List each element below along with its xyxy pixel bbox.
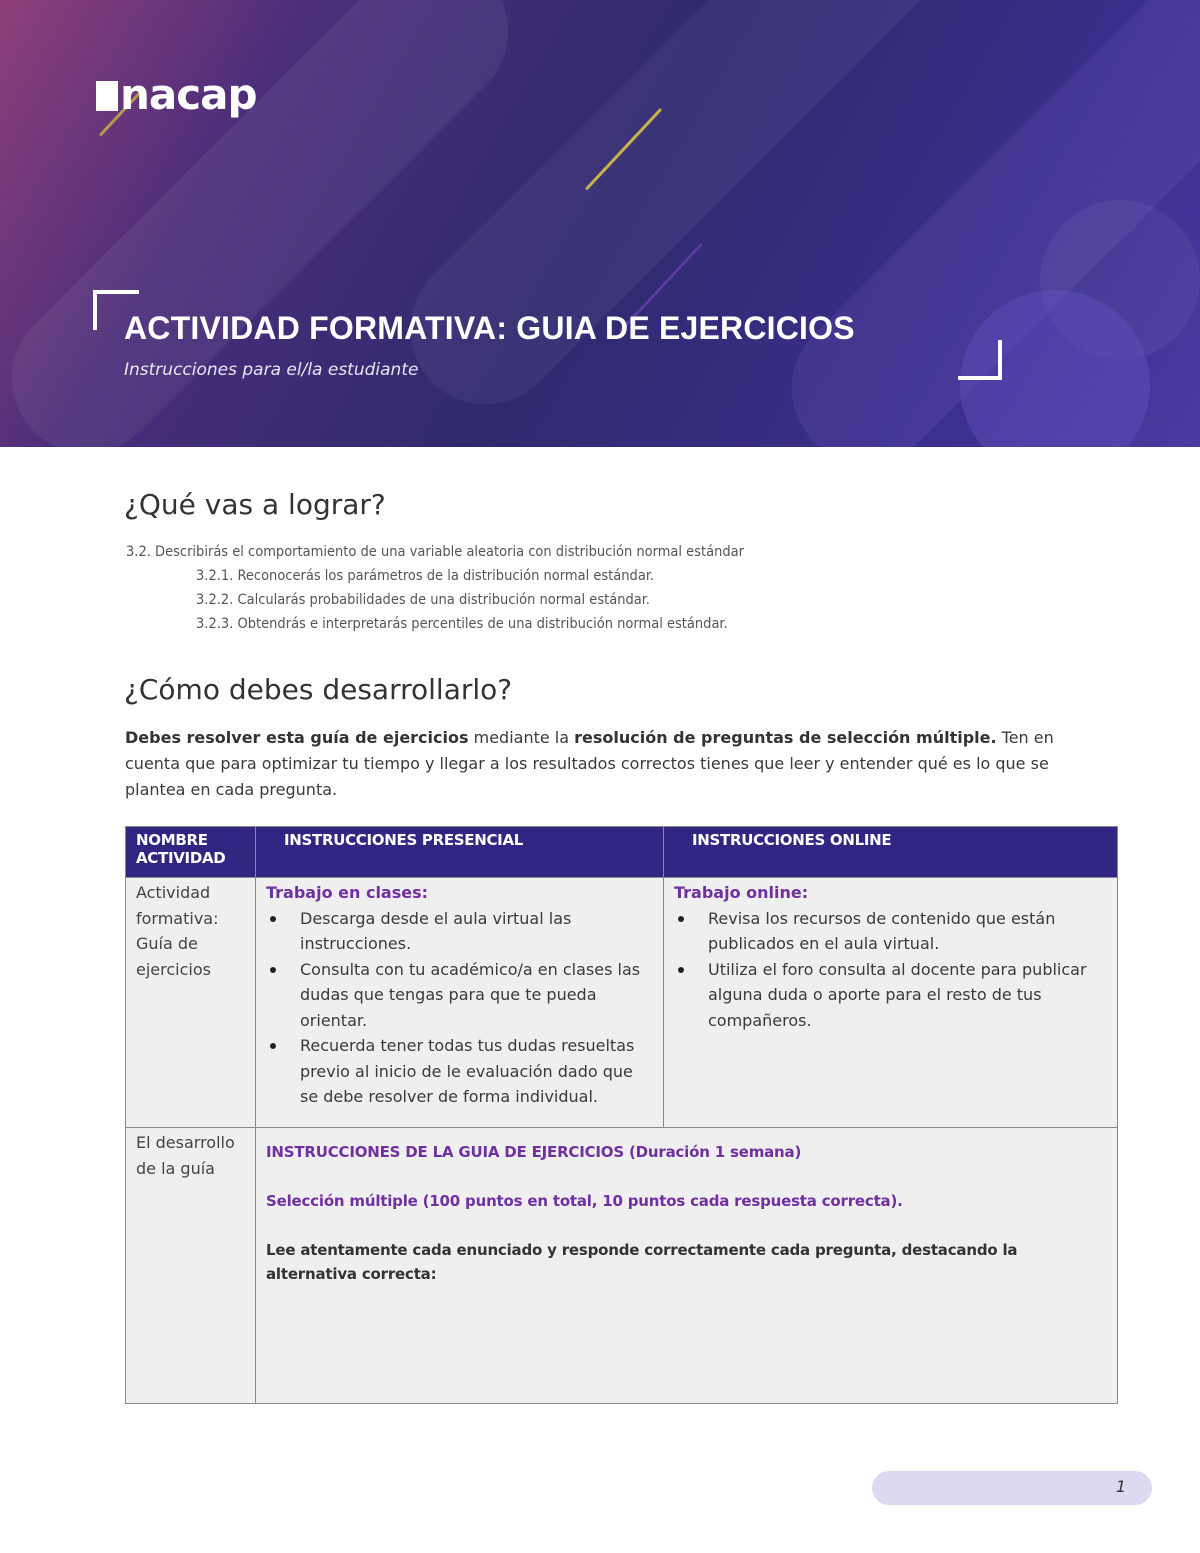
how-text-2: Ten en cuenta que para optimizar tu tiempo y llegar a los resultados correctos tienes que leer y entender qué es lo que se plantea en cada pregunta. [125,728,1054,799]
online-list [674,906,1107,1034]
header-online: INSTRUCCIONES ONLINE [664,827,1118,878]
bullet-icon [678,916,684,922]
how-heading: ¿Cómo debes desarrollarlo? [124,673,513,706]
bullet-icon [270,1043,276,1049]
spacer [266,1213,1107,1238]
table-header-row [126,827,1118,878]
list-item-text: Descarga desde el aula virtual las instrucciones. [300,908,572,953]
page-number-badge [872,1471,1152,1505]
list-item [300,906,653,957]
goal-item: 3.2.3. Obtendrás e interpretarás percentiles de una distribución normal estándar. [196,616,728,632]
presencial-cell [256,878,664,1128]
list-item [300,957,653,1034]
presencial-title: Trabajo en clases: [266,883,429,902]
development-block [266,1140,1107,1286]
bullet-icon [270,916,276,922]
goals-list [126,540,744,636]
goals-heading: ¿Qué vas a lograr? [124,488,386,521]
guide-instructions-text: Lee atentamente cada enunciado y responde correctamente cada pregunta, destacando la alternativa correcta: [266,1241,1018,1283]
inacap-logo [96,70,257,119]
table-row [126,878,1118,1128]
bullet-icon [270,967,276,973]
development-cell [256,1128,1118,1404]
development-name-cell: El desarrollo de la guía [126,1128,256,1404]
spacer [266,1164,1107,1189]
online-cell [664,878,1118,1128]
list-item [300,1033,653,1110]
header-activity-name: NOMBRE ACTIVIDAD [126,827,256,878]
logo-text: nacap [120,70,257,119]
list-item-text: Utiliza el foro consulta al docente para publicar alguna duda o aporte para el resto de tus compañeros. [708,959,1087,1030]
online-title: Trabajo online: [674,883,809,902]
header-banner [0,0,1200,447]
page-number: 1 [1115,1477,1126,1496]
goal-main: 3.2. Describirás el comportamiento de una variable aleatoria con distribución normal estándar [126,544,745,560]
list-item [708,906,1107,957]
how-text-1: mediante la [468,728,575,747]
how-bold-2: resolución de preguntas de selección múltiple. [574,728,997,747]
bullet-icon [678,967,684,973]
goal-item: 3.2.1. Reconocerás los parámetros de la distribución normal estándar. [196,568,655,584]
list-item [708,957,1107,1034]
instructions-table [125,826,1118,1404]
how-paragraph [125,725,1085,803]
how-bold-1: Debes resolver esta guía de ejercicios [125,728,469,747]
list-item-text: Revisa los recursos de contenido que están publicados en el aula virtual. [708,908,1056,953]
list-item-text: Consulta con tu académico/a en clases las dudas que tengas para que te pueda orientar. [300,959,641,1030]
multiple-choice-note: Selección múltiple (100 puntos en total, 10 puntos cada respuesta correcta). [266,1192,903,1210]
logo-mark-icon [96,81,118,111]
page-title: ACTIVIDAD FORMATIVA: GUIA DE EJERCICIOS [124,310,855,346]
page-subtitle: Instrucciones para el/la estudiante [124,360,419,380]
goal-item: 3.2.2. Calcularás probabilidades de una distribución normal estándar. [196,592,650,608]
table-row [126,1128,1118,1404]
activity-name-cell: Actividad formativa: Guía de ejercicios [126,878,256,1128]
header-presencial: INSTRUCCIONES PRESENCIAL [256,827,664,878]
guide-instructions-title: INSTRUCCIONES DE LA GUIA DE EJERCICIOS (Duración 1 semana) [266,1143,802,1161]
bracket-corner-icon [958,340,1002,380]
presencial-list [266,906,653,1110]
list-item-text: Recuerda tener todas tus dudas resueltas previo al inicio de le evaluación dado que se debe resolver de forma individual. [300,1036,635,1106]
